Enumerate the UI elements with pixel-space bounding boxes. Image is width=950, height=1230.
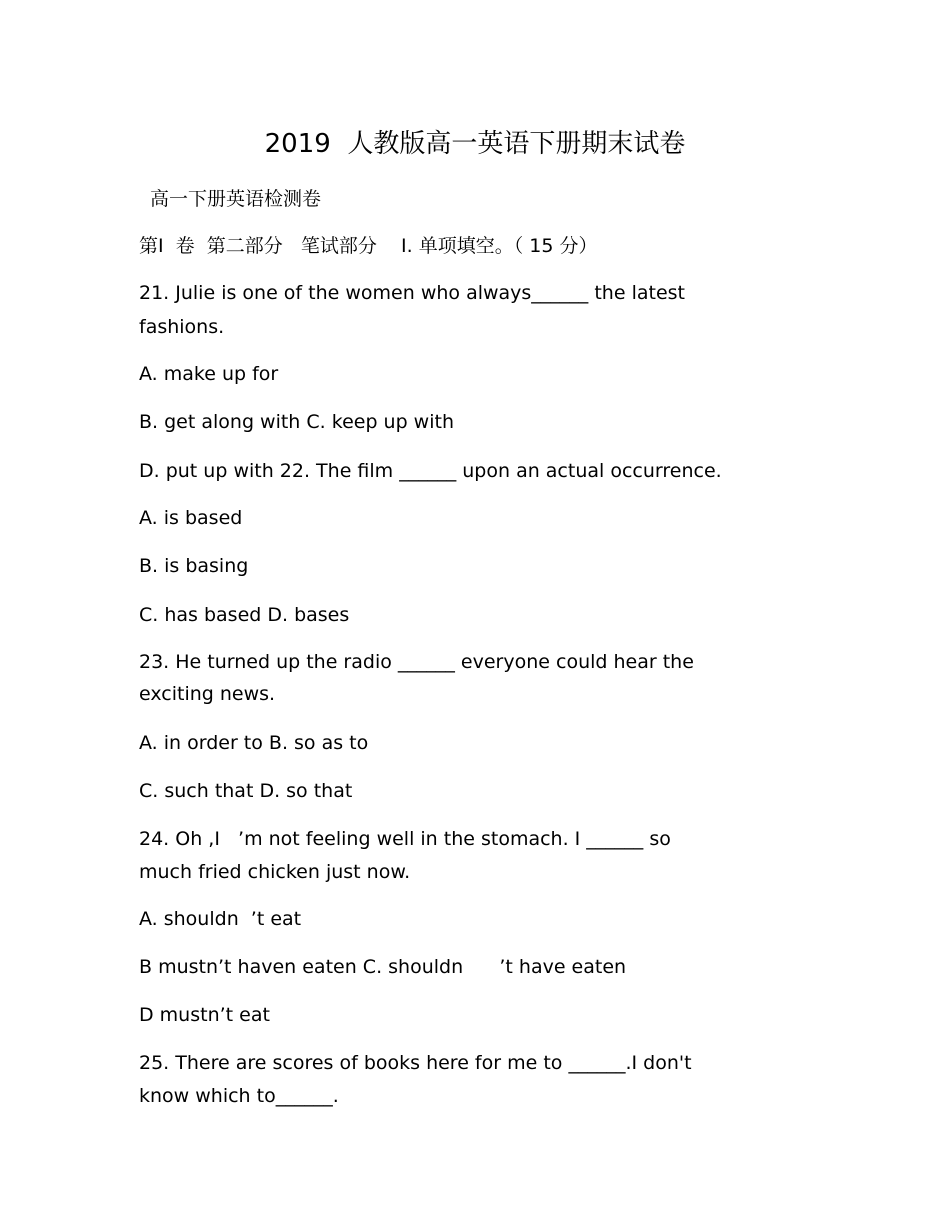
document-subtitle: 高一下册英语检测卷 <box>150 188 322 210</box>
question-23-line-1: 23. He turned up the radio ______ everyone could hear the <box>139 651 694 673</box>
option-line: B mustn’t haven eaten C. shouldn ’t have eaten <box>139 956 627 978</box>
question-25-line-1: 25. There are scores of books here for me to ______.I don't <box>139 1052 692 1074</box>
option-line: B. is basing <box>139 555 249 577</box>
question-21-line-1: 21. Julie is one of the women who always______ the latest <box>139 282 685 304</box>
option-line: A. in order to B. so as to <box>139 732 369 754</box>
document-title: 2019 人教版高一英语下册期末试卷 <box>264 129 686 159</box>
option-line: C. such that D. so that <box>139 780 353 802</box>
question-23-line-2: exciting news. <box>139 683 276 705</box>
option-line: B. get along with C. keep up with <box>139 411 454 433</box>
question-21-line-2: fashions. <box>139 316 225 338</box>
option-line: A. shouldn ’t eat <box>139 908 302 930</box>
option-line: C. has based D. bases <box>139 604 350 626</box>
question-22-line: D. put up with 22. The film ______ upon an actual occurrence. <box>139 460 722 482</box>
question-25-line-2: know which to______. <box>139 1085 339 1107</box>
question-24-line-1: 24. Oh ,I ’m not feeling well in the stomach. I ______ so <box>139 828 671 850</box>
question-24-line-2: much fried chicken just now. <box>139 861 411 883</box>
option-line: D mustn’t eat <box>139 1004 270 1026</box>
option-line: A. make up for <box>139 363 279 385</box>
option-line: A. is based <box>139 507 243 529</box>
section-heading: 第Ⅰ 卷 第二部分 笔试部分 Ⅰ. 单项填空。（ 15 分） <box>139 235 598 257</box>
